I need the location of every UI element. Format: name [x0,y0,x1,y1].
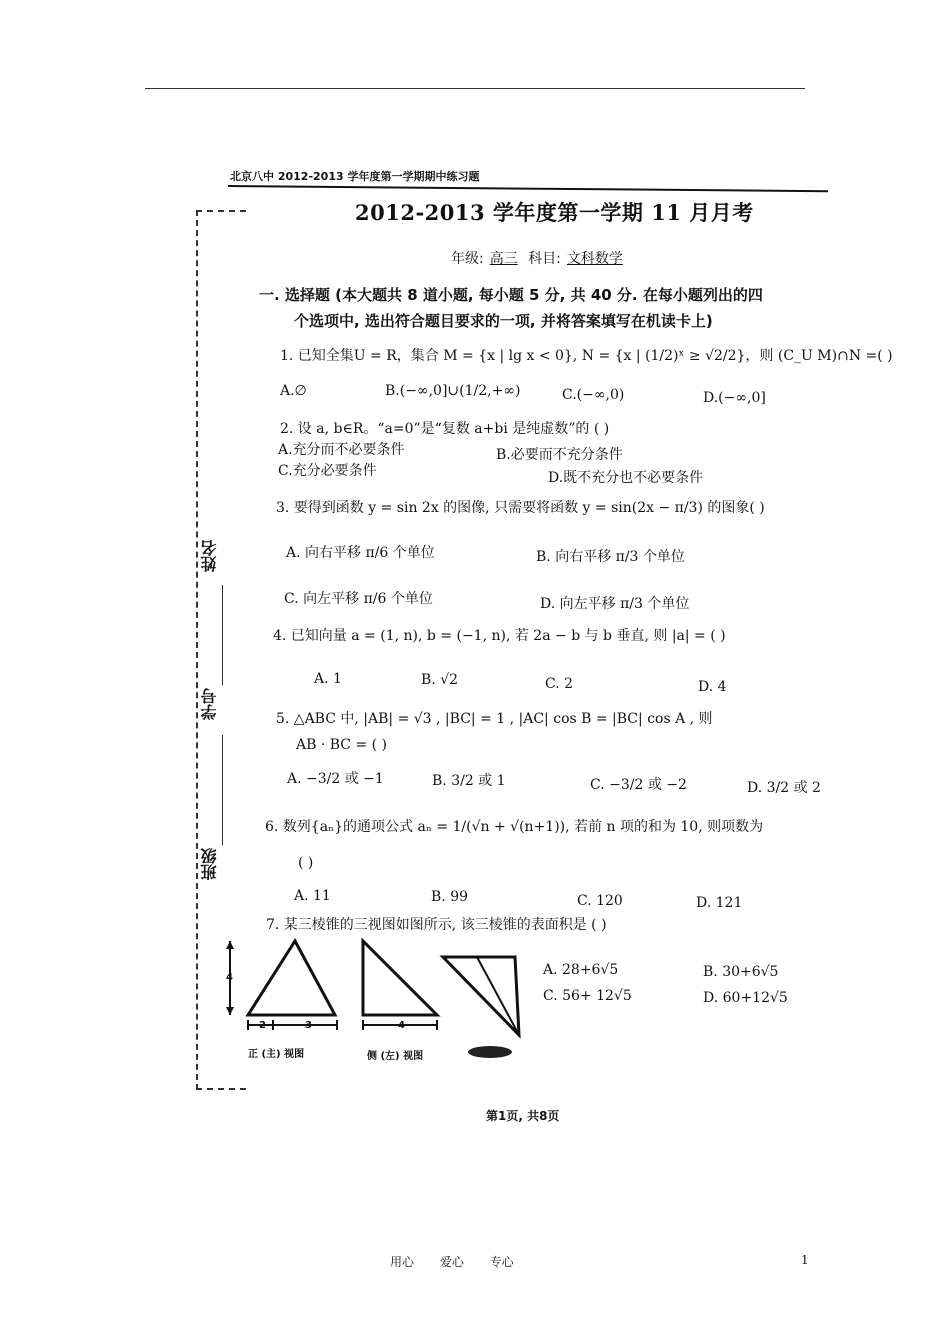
section-heading-2: 个选项中, 选出符合题目要求的一项, 并将答案填写在机读卡上) [294,312,713,330]
q6-option-d: D. 121 [696,895,743,911]
q6-option-c: C. 120 [577,893,623,909]
q4-option-a: A. 1 [314,671,342,687]
top-rule [145,88,805,89]
dim-bottom-left-label: 2 [259,1020,266,1031]
dim-height-label: 4 [226,972,233,983]
question-6: 6. 数列{aₙ}的通项公式 aₙ = 1/(√n + √(n+1)), 若前 n 项的和为 10, 则项数为 [265,819,764,835]
footer-motto: 用心 爱心 专心 [390,1255,514,1269]
q1-option-d: D.(−∞,0] [703,390,766,406]
footer-page-number: 1 [801,1253,809,1267]
q5-option-b: B. 3/2 或 1 [432,773,506,789]
grade-subject-line [451,248,629,268]
id-label: 学号 [200,688,219,720]
class-label: 班级 [200,848,219,880]
q1-option-b: B.(−∞,0]∪(1/2,+∞) [385,383,521,399]
q1-option-c: C.(−∞,0) [562,387,625,403]
q2-option-b: B.必要而不充分条件 [496,447,623,463]
name-label: 姓名 [200,540,219,572]
subject-label: 科目: [528,251,561,267]
side-view [363,941,437,1030]
name-line [222,585,223,685]
side-view-caption: 侧 (左) 视图 [367,1051,424,1062]
q5-option-d: D. 3/2 或 2 [747,780,821,796]
subject-value: 文科数学 [566,251,623,267]
q7-option-d: D. 60+12√5 [703,990,788,1006]
page-count: 第1页, 共8页 [486,1109,560,1123]
question-6-cont: ( ) [298,855,314,871]
q4-option-b: B. √2 [421,672,459,688]
q5-option-c: C. −3/2 或 −2 [590,777,687,793]
front-view-caption: 正 (主) 视图 [248,1049,305,1060]
q6-option-b: B. 99 [431,889,469,905]
q5-option-a: A. −3/2 或 −1 [287,771,384,787]
q7-option-a: A. 28+6√5 [543,962,619,978]
q4-option-c: C. 2 [545,676,574,692]
page-title: 2012-2013 学年度第一学期 11 月月考 [355,200,754,225]
dim-side-label: 4 [398,1020,405,1031]
question-3: 3. 要得到函数 y = sin 2x 的图像, 只需要将函数 y = sin(2x − π/3) 的图象( ) [276,500,765,516]
section-heading-1: 一. 选择题 (本大题共 8 道小题, 每小题 5 分, 共 40 分. 在每小题列出的四 [259,286,763,304]
id-line [222,735,223,845]
q3-option-c: C. 向左平移 π/6 个单位 [284,591,433,607]
header-rule [228,185,828,192]
q7-option-c: C. 56+ 12√5 [543,988,632,1004]
q4-option-d: D. 4 [698,679,727,695]
school-line: 北京八中 2012-2013 学年度第一学期期中练习题 [230,170,480,183]
question-2: 2. 设 a, b∈R。“a=0”是“复数 a+bi 是纯虚数”的 ( ) [280,421,610,437]
q1-option-a: A.∅ [280,383,307,399]
question-4: 4. 已知向量 a = (1, n), b = (−1, n), 若 2a − b 与 b 垂直, 则 |a| = ( ) [273,628,726,644]
dim-bottom-right-label: 3 [305,1020,312,1031]
top-view [443,957,519,1058]
q6-option-a: A. 11 [294,888,331,904]
q2-option-d: D.既不充分也不必要条件 [548,470,704,486]
q7-option-b: B. 30+6√5 [703,964,779,980]
q3-option-b: B. 向右平移 π/3 个单位 [536,549,685,565]
q2-option-a: A.充分而不必要条件 [278,442,405,458]
question-5: 5. △ABC 中, |AB| = √3 , |BC| = 1 , |AC| cos B = |BC| cos A , 则 [276,711,713,727]
question-1: 1. 已知全集U = R，集合 M = {x | lg x < 0}, N = {x | (1/2)ˣ ≥ √2/2}，则 (C_U M)∩N =( ) [280,348,893,364]
q2-option-c: C.充分必要条件 [278,463,377,479]
front-view [226,941,337,1030]
q3-option-d: D. 向左平移 π/3 个单位 [540,596,690,612]
grade-label: 年级: [451,251,484,267]
grade-value: 高三 [489,251,518,267]
question-5-cont: AB · BC = ( ) [296,737,388,753]
question-7: 7. 某三棱锥的三视图如图所示, 该三棱锥的表面积是 ( ) [266,917,607,933]
q3-option-a: A. 向右平移 π/6 个单位 [286,545,435,561]
